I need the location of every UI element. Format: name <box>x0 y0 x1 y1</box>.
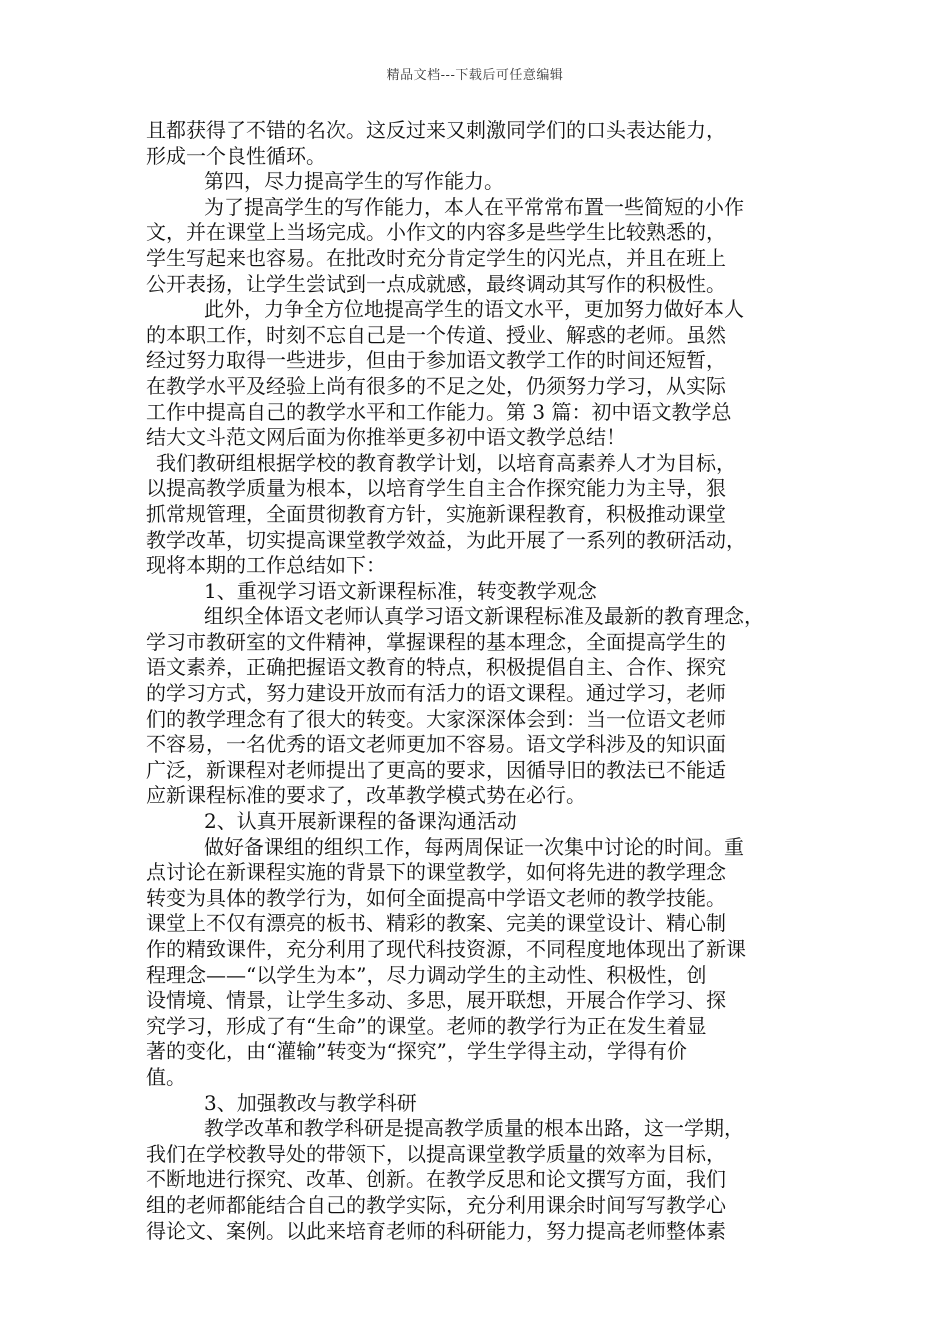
text-line: 们的教学理念有了很大的转变。大家深深体会到：当一位语文老师 <box>146 706 726 731</box>
text-line: 转变为具体的教学行为，如何全面提高中学语文老师的教学技能。 <box>146 885 726 910</box>
section-heading: 3、加强教改与教学科研 <box>204 1090 417 1115</box>
text-line: 语文素养，正确把握语文教育的特点，积极提倡自主、合作、探究 <box>146 655 726 680</box>
text-line: 设情境、情景，让学生多动、多思，展开联想，开展合作学习、探 <box>146 988 726 1013</box>
text-line: 现将本期的工作总结如下： <box>146 553 386 578</box>
text-line: 此外，力争全方位地提高学生的语文水平，更加努力做好本人 <box>204 297 744 322</box>
section-heading: 2、认真开展新课程的备课沟通活动 <box>204 809 517 834</box>
text-line: 我们在学校教导处的带领下，以提高课堂教学质量的效率为目标， <box>146 1141 726 1166</box>
text-line: 点讨论在新课程实施的背景下的课堂教学，如何将先进的教学理念 <box>146 860 726 885</box>
text-line: 工作中提高自己的教学水平和工作能力。第 3 篇：初中语文教学总 <box>146 399 732 424</box>
text-line: 的学习方式，努力建设开放而有活力的语文课程。通过学习，老师 <box>146 681 726 706</box>
section-heading: 1、重视学习语文新课程标准，转变教学观念 <box>204 578 597 603</box>
text-line: 形成一个良性循环。 <box>146 143 326 168</box>
text-line: 以提高教学质量为根本，以培育学生自主合作探究能力为主导，狠 <box>146 476 726 501</box>
text-line: 教学改革和教学科研是提高教学质量的根本出路，这一学期， <box>204 1116 744 1141</box>
text-line: 课堂上不仅有漂亮的板书、精彩的教案、完美的课堂设计、精心制 <box>146 911 726 936</box>
text-line: 究学习，形成了有“生命”的课堂。老师的教学行为正在发生着显 <box>146 1013 707 1038</box>
text-line: 抓常规管理，全面贯彻教育方针，实施新课程教育，积极推动课堂 <box>146 501 726 526</box>
text-line: 为了提高学生的写作能力，本人在平常常布置一些简短的小作 <box>204 194 744 219</box>
text-line: 经过努力取得一些进步，但由于参加语文教学工作的时间还短暂， <box>146 348 726 373</box>
text-line: 学习市教研室的文件精神，掌握课程的基本理念，全面提高学生的 <box>146 629 726 654</box>
text-line: 不容易，一名优秀的语文老师更加不容易。语文学科涉及的知识面 <box>146 732 726 757</box>
text-line: 在教学水平及经验上尚有很多的不足之处，仍须努力学习，从实际 <box>146 373 726 398</box>
text-line: 不断地进行探究、改革、创新。在教学反思和论文撰写方面，我们 <box>146 1167 726 1192</box>
text-line: 的本职工作，时刻不忘自己是一个传道、授业、解惑的老师。虽然 <box>146 322 726 347</box>
text-line: 作的精致课件，充分利用了现代科技资源，不同程度地体现出了新课 <box>146 937 746 961</box>
text-line: 得论文、案例。以此来培育老师的科研能力，努力提高老师整体素 <box>146 1218 726 1243</box>
text-line: 应新课程标准的要求了，改革教学模式势在必行。 <box>146 783 586 808</box>
text-line: 组的老师都能结合自己的教学实际，充分利用课余时间写写教学心 <box>146 1192 726 1217</box>
document-body <box>146 118 816 1244</box>
text-line: 结大文斗范文网后面为你推举更多初中语文教学总结！ <box>146 425 626 450</box>
text-line: 学生写起来也容易。在批改时充分肯定学生的闪光点，并且在班上 <box>146 245 726 270</box>
text-line: 且都获得了不错的名次。这反过来又刺激同学们的口头表达能力， <box>146 118 726 142</box>
text-line: 组织全体语文老师认真学习语文新课程标准及最新的教育理念， <box>204 604 764 629</box>
text-line: 值。 <box>146 1064 186 1089</box>
text-line: 文，并在课堂上当场完成。小作文的内容多是些学生比较熟悉的， <box>146 220 726 245</box>
text-line: 教学改革，切实提高课堂教学效益，为此开展了一系列的教研活动， <box>146 527 746 552</box>
text-line: 程理念——“以学生为本”，尽力调动学生的主动性、积极性，创 <box>146 962 707 987</box>
text-line: 公开表扬，让学生尝试到一点成就感，最终调动其写作的积极性。 <box>146 271 726 296</box>
text-line: 我们教研组根据学校的教育教学计划，以培育高素养人才为目标， <box>156 450 736 475</box>
text-line: 广泛，新课程对老师提出了更高的要求，因循导旧的教法已不能适 <box>146 757 726 782</box>
page-header: 精品文档---下载后可任意编辑 <box>386 68 564 83</box>
text-line: 著的变化，由“灌输”转变为“探究”，学生学得主动，学得有价 <box>146 1039 687 1064</box>
section-heading: 第四，尽力提高学生的写作能力。 <box>204 169 504 194</box>
text-line: 做好备课组的组织工作，每两周保证一次集中讨论的时间。重 <box>204 834 744 859</box>
